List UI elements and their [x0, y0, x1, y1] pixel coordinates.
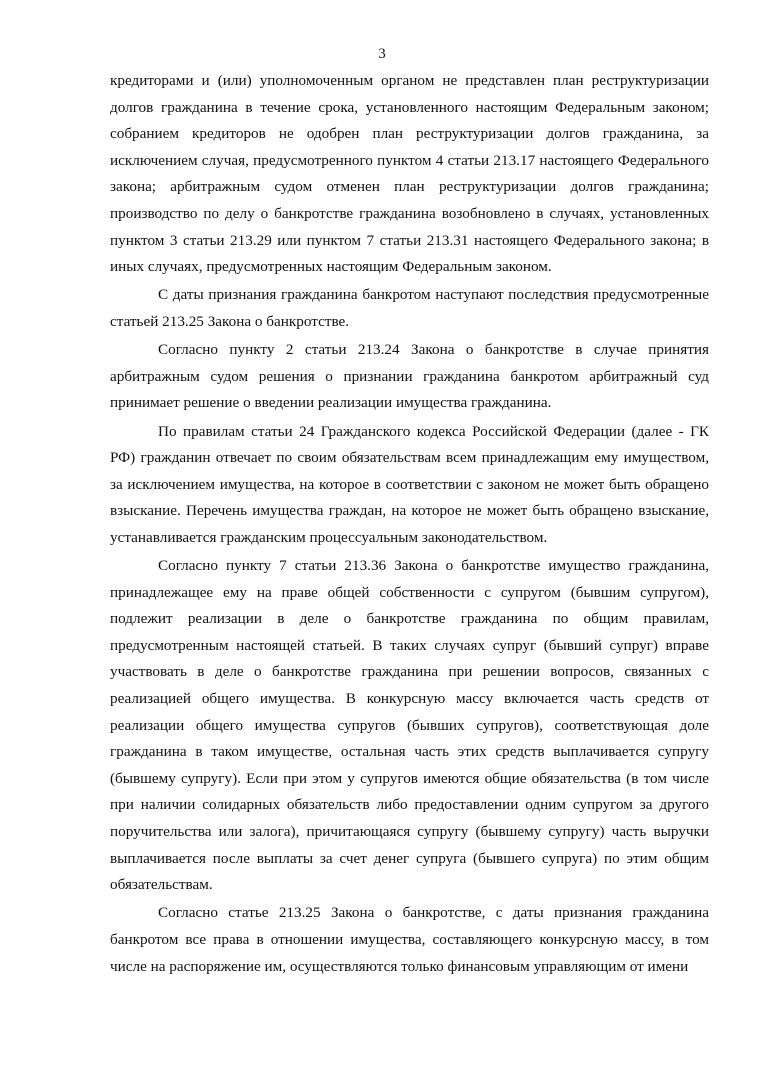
page-number: 3 [378, 46, 386, 62]
paragraph-bankruptcy-consequences: С даты признания гражданина банкротом наступают последствия предусмотренные статьей 213.25 Закона о банкротстве. [110, 286, 709, 330]
paragraph-bankruptcy-grounds: кредиторами и (или) уполномоченным органом не представлен план реструктуризации долгов гражданина в течение срока, установленного настоящим Федеральным законом; собранием кредиторов не одобрен план реструктуризации долгов гражданина, за исключением случая, предусмотренного пунктом 4 статьи 213.17 настоящего Федерального закона; арбитражным судом отменен план реструктуризации долгов гражданина; производство по делу о банкротстве гражданина возобновлено в случаях, установленных пунктом 3 статьи 213.29 или пунктом 7 статьи 213.31 настоящего Федерального закона; в иных случаях, предусмотренных настоящим Федеральным законом. [110, 72, 709, 276]
paragraph-financial-manager-rights: Согласно статье 213.25 Закона о банкротстве, с даты признания гражданина банкротом все права в отношении имущества, составляющего конкурсную массу, в том числе на распоряжение им, осуществляются только финансовым управляющим от имени [110, 904, 709, 975]
document-body [110, 68, 709, 982]
paragraph-property-realization-decision: Согласно пункту 2 статьи 213.24 Закона о банкротстве в случае принятия арбитражным судом решения о признании гражданина банкротом арбитражный суд принимает решение о введении реализации имущества гражданина. [110, 341, 709, 412]
paragraph-joint-property-spouse: Согласно пункту 7 статьи 213.36 Закона о банкротстве имущество гражданина, принадлежащее ему на праве общей собственности с супругом (бывшим супругом), подлежит реализации в деле о банкротстве гражданина по общим правилам, предусмотренным настоящей статьей. В таких случаях супруг (бывший супруг) вправе участвовать в деле о банкротстве гражданина при решении вопросов, связанных с реализацией общего имущества. В конкурсную массу включается часть средств от реализации общего имущества супругов (бывших супругов), соответствующая доле гражданина в таком имуществе, остальная часть этих средств выплачивается супругу (бывшему супругу). Если при этом у супругов имеются общие обязательства (в том числе при наличии солидарных обязательств либо предоставлении одним супругом за другого поручительства или залога), причитающаяся супругу (бывшему супругу) часть выручки выплачивается после выплаты за счет денег супруга (бывшего супруга) по этим общим обязательствам. [110, 557, 709, 894]
paragraph-civil-code-article-24: По правилам статьи 24 Гражданского кодекса Российской Федерации (далее - ГК РФ) гражданин отвечает по своим обязательствам всем принадлежащим ему имуществом, за исключением имущества, на которое в соответствии с законом не может быть обращено взыскание. Перечень имущества граждан, на которое не может быть обращено взыскание, устанавливается гражданским процессуальным законодательством. [110, 422, 709, 546]
